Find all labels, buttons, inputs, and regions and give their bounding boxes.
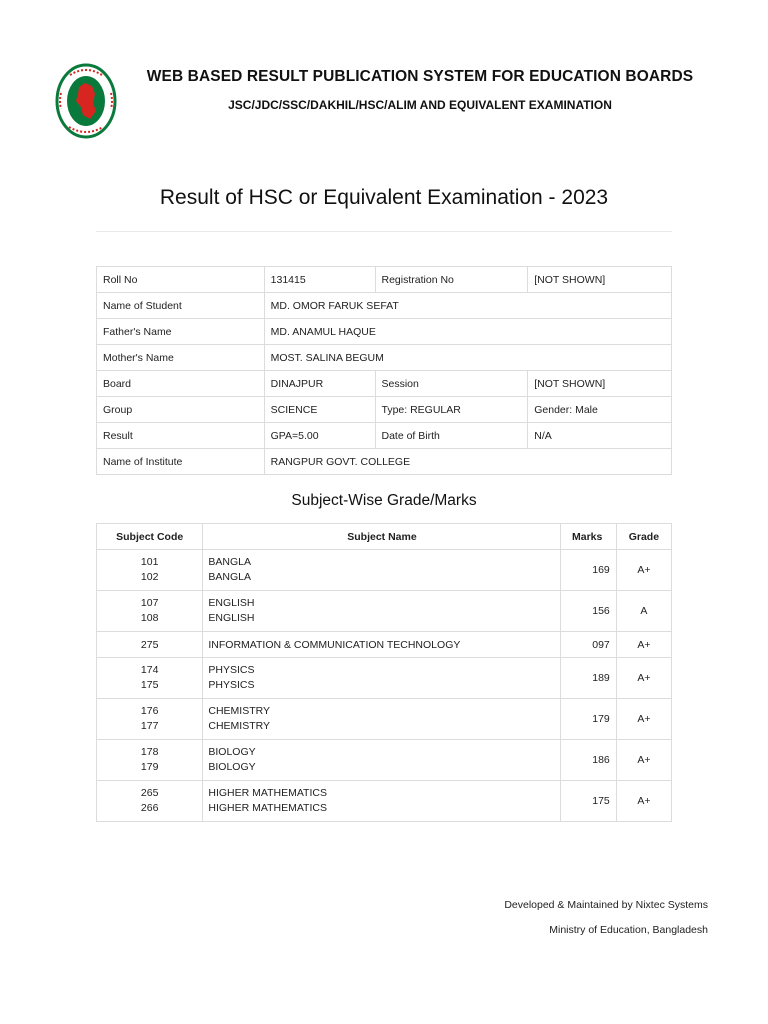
subject-name: BIOLOGY (208, 761, 256, 773)
marks-value: 156 (560, 591, 616, 632)
table-row (97, 632, 672, 658)
result-label: Result (97, 423, 265, 449)
institute-value: RANGPUR GOVT. COLLEGE (264, 449, 671, 475)
subject-code: 177 (140, 720, 159, 732)
marks-value: 175 (560, 781, 616, 822)
mother-name-value: MOST. SALINA BEGUM (264, 345, 671, 371)
subject-name: CHEMISTRY (208, 704, 271, 717)
subject-name: ENGLISH (208, 596, 255, 609)
subject-code: 176 (140, 704, 159, 717)
header-grade: Grade (616, 524, 671, 550)
subject-name: BANGLA (208, 555, 251, 568)
subject-code-cell (97, 699, 203, 740)
subject-name: ENGLISH (208, 612, 255, 624)
info-row-group (97, 397, 672, 423)
table-row (97, 658, 672, 699)
registration-label: Registration No (375, 267, 528, 293)
subject-code-cell (97, 550, 203, 591)
page-title: Result of HSC or Equivalent Examination - 2023 (159, 186, 609, 209)
system-subtitle: JSC/JDC/SSC/DAKHIL/HSC/ALIM AND EQUIVALENT EXAMINATION (228, 98, 612, 112)
info-row-name (97, 293, 672, 319)
grade-value: A+ (616, 550, 671, 591)
government-seal-logo (55, 63, 117, 139)
subject-code-cell (97, 740, 203, 781)
subject-name-cell (203, 740, 560, 781)
subject-code: 179 (140, 761, 159, 773)
system-title: WEB BASED RESULT PUBLICATION SYSTEM FOR EDUCATION BOARDS (146, 68, 694, 85)
subject-code-cell (97, 591, 203, 632)
header-subject-name: Subject Name (203, 524, 560, 550)
subject-name-cell (203, 591, 560, 632)
session-label: Session (375, 371, 528, 397)
info-row-mother (97, 345, 672, 371)
subject-name: BANGLA (208, 571, 251, 583)
info-row-institute (97, 449, 672, 475)
marks-value: 186 (560, 740, 616, 781)
registration-value: [NOT SHOWN] (528, 267, 672, 293)
subject-code: 275 (97, 632, 203, 658)
table-row (97, 699, 672, 740)
dob-label: Date of Birth (375, 423, 528, 449)
table-row (97, 550, 672, 591)
result-value: GPA=5.00 (264, 423, 375, 449)
marks-value: 169 (560, 550, 616, 591)
marks-value: 179 (560, 699, 616, 740)
subject-code: 107 (140, 596, 159, 609)
grade-value: A+ (616, 740, 671, 781)
ministry-credit: Ministry of Education, Bangladesh (549, 924, 708, 936)
mother-name-label: Mother's Name (97, 345, 265, 371)
marks-header-row (97, 524, 672, 550)
grade-value: A+ (616, 658, 671, 699)
subject-code: 175 (140, 679, 159, 691)
subject-code: 174 (140, 663, 159, 676)
header-subject-code: Subject Code (97, 524, 203, 550)
table-row (97, 740, 672, 781)
dob-value: N/A (528, 423, 672, 449)
subject-name-cell (203, 658, 560, 699)
grade-value: A+ (616, 699, 671, 740)
subject-code: 108 (140, 612, 159, 624)
info-row-roll (97, 267, 672, 293)
father-name-label: Father's Name (97, 319, 265, 345)
marks-value: 189 (560, 658, 616, 699)
subject-code: 102 (140, 571, 159, 583)
board-value: DINAJPUR (264, 371, 375, 397)
subject-code-cell (97, 658, 203, 699)
subject-code: 101 (140, 555, 159, 568)
gender-value: Gender: Male (528, 397, 672, 423)
group-value: SCIENCE (264, 397, 375, 423)
info-row-father (97, 319, 672, 345)
student-name-label: Name of Student (97, 293, 265, 319)
subject-name: BIOLOGY (208, 745, 256, 758)
table-row (97, 591, 672, 632)
roll-value: 131415 (264, 267, 375, 293)
subject-name: PHYSICS (208, 679, 255, 691)
board-label: Board (97, 371, 265, 397)
table-row (97, 781, 672, 822)
subject-name: HIGHER MATHEMATICS (208, 802, 327, 814)
divider (96, 231, 672, 232)
subject-name: HIGHER MATHEMATICS (208, 786, 327, 799)
marks-table (96, 523, 672, 822)
info-row-board (97, 371, 672, 397)
grade-value: A (616, 591, 671, 632)
grade-value: A+ (616, 781, 671, 822)
info-row-result (97, 423, 672, 449)
type-value: Type: REGULAR (375, 397, 528, 423)
subject-name-cell (203, 550, 560, 591)
subject-code: 265 (140, 786, 159, 799)
subject-code: 266 (140, 802, 159, 814)
subject-name-cell (203, 699, 560, 740)
marks-value: 097 (560, 632, 616, 658)
subject-name: INFORMATION & COMMUNICATION TECHNOLOGY (203, 632, 560, 658)
institute-label: Name of Institute (97, 449, 265, 475)
subject-name: PHYSICS (208, 663, 255, 676)
marks-heading: Subject-Wise Grade/Marks (291, 492, 477, 509)
student-info-table (96, 266, 672, 475)
session-value: [NOT SHOWN] (528, 371, 672, 397)
student-name-value: MD. OMOR FARUK SEFAT (264, 293, 671, 319)
subject-code-cell (97, 781, 203, 822)
header-marks: Marks (560, 524, 616, 550)
roll-label: Roll No (97, 267, 265, 293)
grade-value: A+ (616, 632, 671, 658)
subject-name: CHEMISTRY (208, 720, 271, 732)
father-name-value: MD. ANAMUL HAQUE (264, 319, 671, 345)
subject-code: 178 (140, 745, 159, 758)
group-label: Group (97, 397, 265, 423)
developer-credit: Developed & Maintained by Nixtec Systems (504, 899, 708, 911)
subject-name-cell (203, 781, 560, 822)
